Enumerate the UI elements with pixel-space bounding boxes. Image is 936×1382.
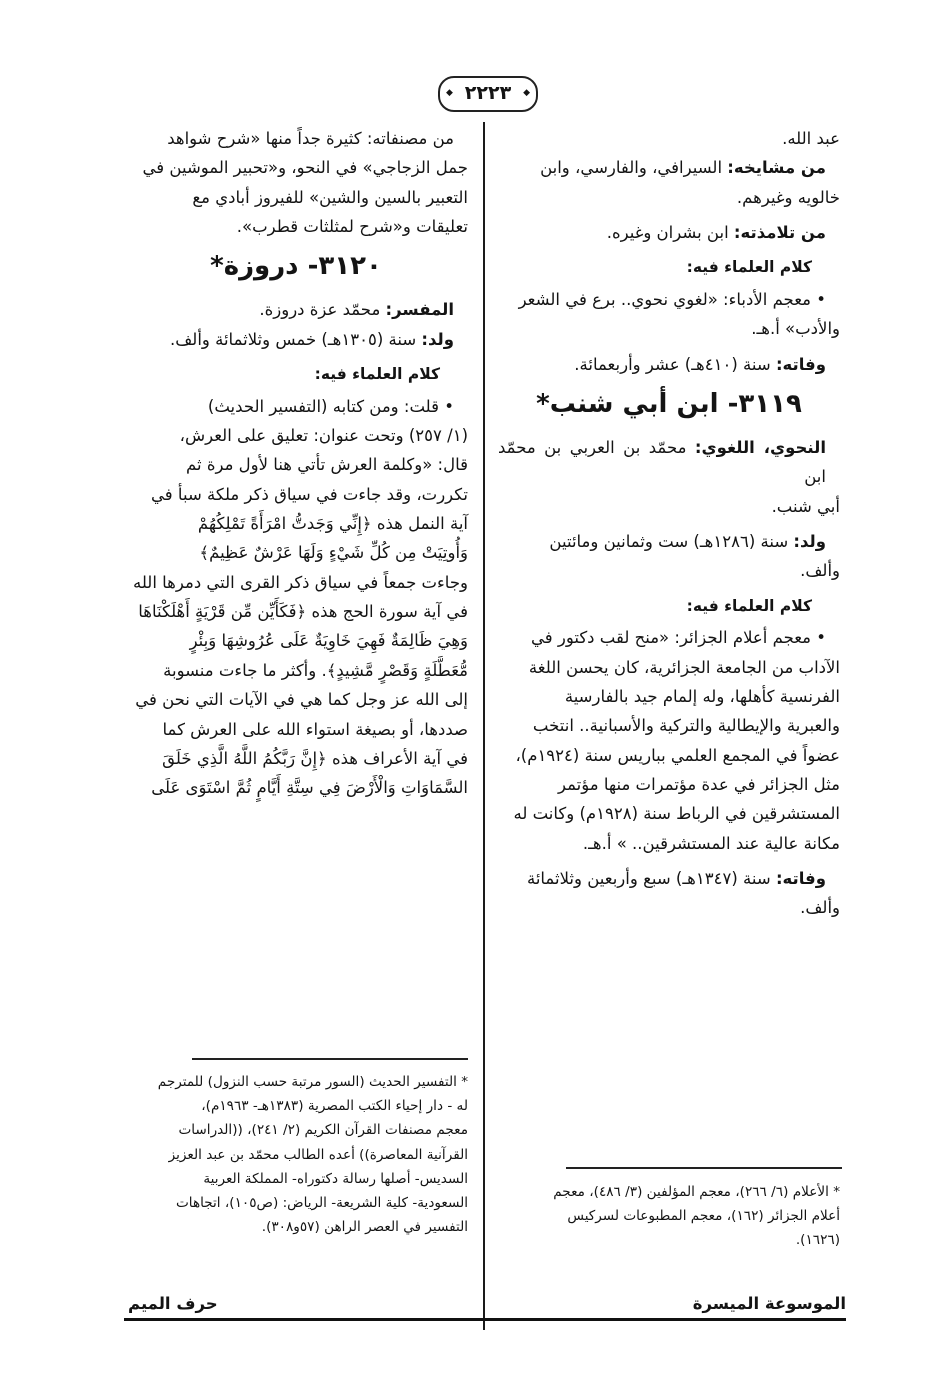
scholars-heading-2: كلام العلماء فيه: [686,596,812,615]
scholars-heading: كلام العلماء فيه: [314,365,440,384]
quote2-line: الآداب من الجامعة الجزائرية، كان يحسن اللغة [528,657,840,677]
death-text: سنة (٤١٠هـ) عشر وأربعمائة. [574,354,771,374]
column-divider [483,122,485,1330]
works-line: جمل الزجاجي» في النحو، و«تحبير الموشين في [142,158,468,178]
mufassir-label: المفسر: [385,300,454,320]
works-line: تعليقات و«شرح لمثلثات قطرب». [236,217,468,237]
death2-text-cont: وألف. [800,898,840,918]
quote2-line: المستشرقين في الرباط سنة (١٩٢٨م) وكانت له [513,804,840,824]
footnote-line: القرآنية المعاصرة)) أعده الطالب محمّد بن عبد العزيز [168,1146,468,1163]
right-column [498,124,840,923]
body-line: • قلت: ومن كتابه (التفسير الحديث) [207,396,454,416]
footnote-line: التفسير في العصر الراهن (٥٧و٣٠٨). [261,1219,468,1236]
left-footnote-rule [192,1058,468,1060]
quote2-line: والعبرية والإيطالية والتركية والأسبانية.. انتخب [532,716,840,736]
teachers-text-cont: خالويه وغيرهم. [736,187,840,207]
entry-title-3119: ٣١١٩- ابن أبي شنب* [536,388,802,419]
students-line [498,218,840,247]
death2-text: سنة (١٣٤٧هـ) سبع وأربعين وثلاثمائة [526,869,771,889]
born-text-cont: وألف. [800,561,840,581]
works-line: التعبير بالسين والشين» للفيروز أبادي مع [192,187,468,207]
teachers-text: السيرافي، والفارسي، وابن [540,158,723,178]
body-line: وَأُوتِيَتْ مِن كُلِّ شَيْءٍ وَلَهَا عَرْشٌ عَظِيمٌ﴾ [199,543,468,563]
desc-label: النحوي، اللغوي: [694,437,826,457]
death-line [498,350,840,379]
mufassir-line [124,295,468,324]
works-line: من مصنفاته: كثيرة جداً منها «شرح شواهد [167,129,454,148]
quote2-line: مكانة عالية عند المستشرقين.. » أ.هـ. [582,833,840,853]
intro-line: عبد الله. [782,129,840,148]
footnote-line: * التفسير الحديث (السور مرتبة حسب النزول) للمترجم [157,1074,468,1090]
body-line: آية النمل هذه ﴿إِنِّي وَجَدتُّ امْرَأَةً تَمْلِكُهُمْ [197,514,468,534]
body-line: السَّمَاوَاتِ وَالْأَرْضَ فِي سِتَّةِ أَيَّامٍ ثُمَّ اسْتَوَى عَلَى [151,778,468,798]
body-line: إلى الله عز وجل كما هي في الآيات التي نحن في [135,690,468,710]
born-text: سنة (١٢٨٦هـ) ست وثمانين ومائتين [549,532,789,552]
desc-text-cont: أبي شنب. [771,496,840,516]
right-footnote-rule [566,1167,842,1169]
footer-book-title: الموسوعة الميسرة [692,1294,846,1313]
born-label: ولد: [793,532,826,552]
footnote-line: (١٦٢٦). [795,1232,840,1249]
footnote-line: له - دار إحياء الكتب المصرية (١٣٨٣هـ- ١٩٦٣م)، [201,1098,468,1115]
body-line: (١/ ٢٥٧) وتحت عنوان: تعليق على العرش، [179,425,468,445]
death2-line [498,864,840,893]
body-line: في آية سورة الحج هذه ﴿فَكَأَيِّن مِّن قَرْيَةٍ أَهْلَكْنَاهَا [138,602,468,622]
footer-section-title: حرف الميم [128,1294,218,1313]
death2-label: وفاته: [775,869,826,889]
footnote-line: السعودية- كلية الشريعة- الرياض: (ص١٠٥)، اتجاهات [176,1194,468,1211]
footnote-line: أعلام الجزائر (١٦٢)، معجم المطبوعات لسركيس [567,1208,840,1225]
right-footnote [498,1180,840,1253]
teachers-label: من مشايخه: [727,158,826,178]
born-line [498,527,840,556]
footer-rule [124,1318,846,1321]
quote2-line: • معجم أعلام الجزائر: «منح لقب دكتور في [530,628,826,648]
footnote-line: السديس- أصلها رسالة دكتوراه- المملكة العربية [203,1170,468,1187]
born-label: ولد: [421,329,454,349]
quote2-line: عضواً في المجمع العلمي بباريس سنة (١٩٢٤م)، [515,745,840,765]
left-footnote [124,1070,468,1239]
body-line: وجاءت جمعاً في سياق ذكر القرى التي دمرها الله [132,572,468,592]
quote1-line-b: والأدب» أ.هـ. [751,319,840,339]
body-line: صددها، أو بصيغة استواء الله على العرش كما [162,719,468,739]
quote1-line-a: • معجم الأدباء: «لغوي نحوي.. برع في الشعر [518,289,826,309]
left-column [124,124,468,803]
entry-title-3120: ٣١٢٠- دروزة* [210,251,382,282]
page-number: ◆ ٢٢٢٣ ◆ [438,76,538,112]
scholars-heading: كلام العلماء فيه: [686,258,812,277]
footnote-line: معجم مصنفات القرآن الكريم (٢/ ٢٤١)، ((الدراسات [178,1122,468,1139]
quote2-line: الفرنسية كأهلها، وله إلمام جيد بالفارسية [564,686,840,706]
death-label: وفاته: [775,354,826,374]
mufassir-text: محمّد عزة دروزة. [259,300,381,320]
body-line: مُّعَطَّلَةٍ وَقَصْرٍ مَّشِيدٍ﴾. وأكثر ما جاءت منسوبة [163,660,468,680]
quote2-line: مثل الجزائر في عدة مؤتمرات منها مؤتمر [558,774,840,794]
footnote-line: * الأعلام (٦/ ٢٦٦)، معجم المؤلفين (٣/ ٤٨٦)، معجم [553,1184,840,1200]
born-text: سنة (١٣٠٥هـ) خمس وثلاثمائة وألف. [169,329,417,349]
body-line: قال: «وكلمة العرش تأتي هنا لأول مرة ثم [186,455,468,475]
born-line [124,325,468,354]
students-text: ابن بشران وغيره. [606,223,729,243]
body-line: في آية الأعراف هذه ﴿إِنَّ رَبَّكُمُ اللَّهُ الَّذِي خَلَقَ [162,748,468,768]
body-line: وَهِيَ ظَالِمَةٌ فَهِيَ خَاوِيَةٌ عَلَى عُرُوشِهَا وَبِئْرٍ [189,631,468,651]
body-line: تكررت، وقد جاءت في سياق ذكر ملكة سبأ في [151,484,468,504]
desc-line [498,433,840,492]
students-label: من تلامذته: [733,223,826,243]
teachers-line [498,153,840,182]
desc-text: محمّد بن العربي بن محمّد ابن [498,437,826,487]
